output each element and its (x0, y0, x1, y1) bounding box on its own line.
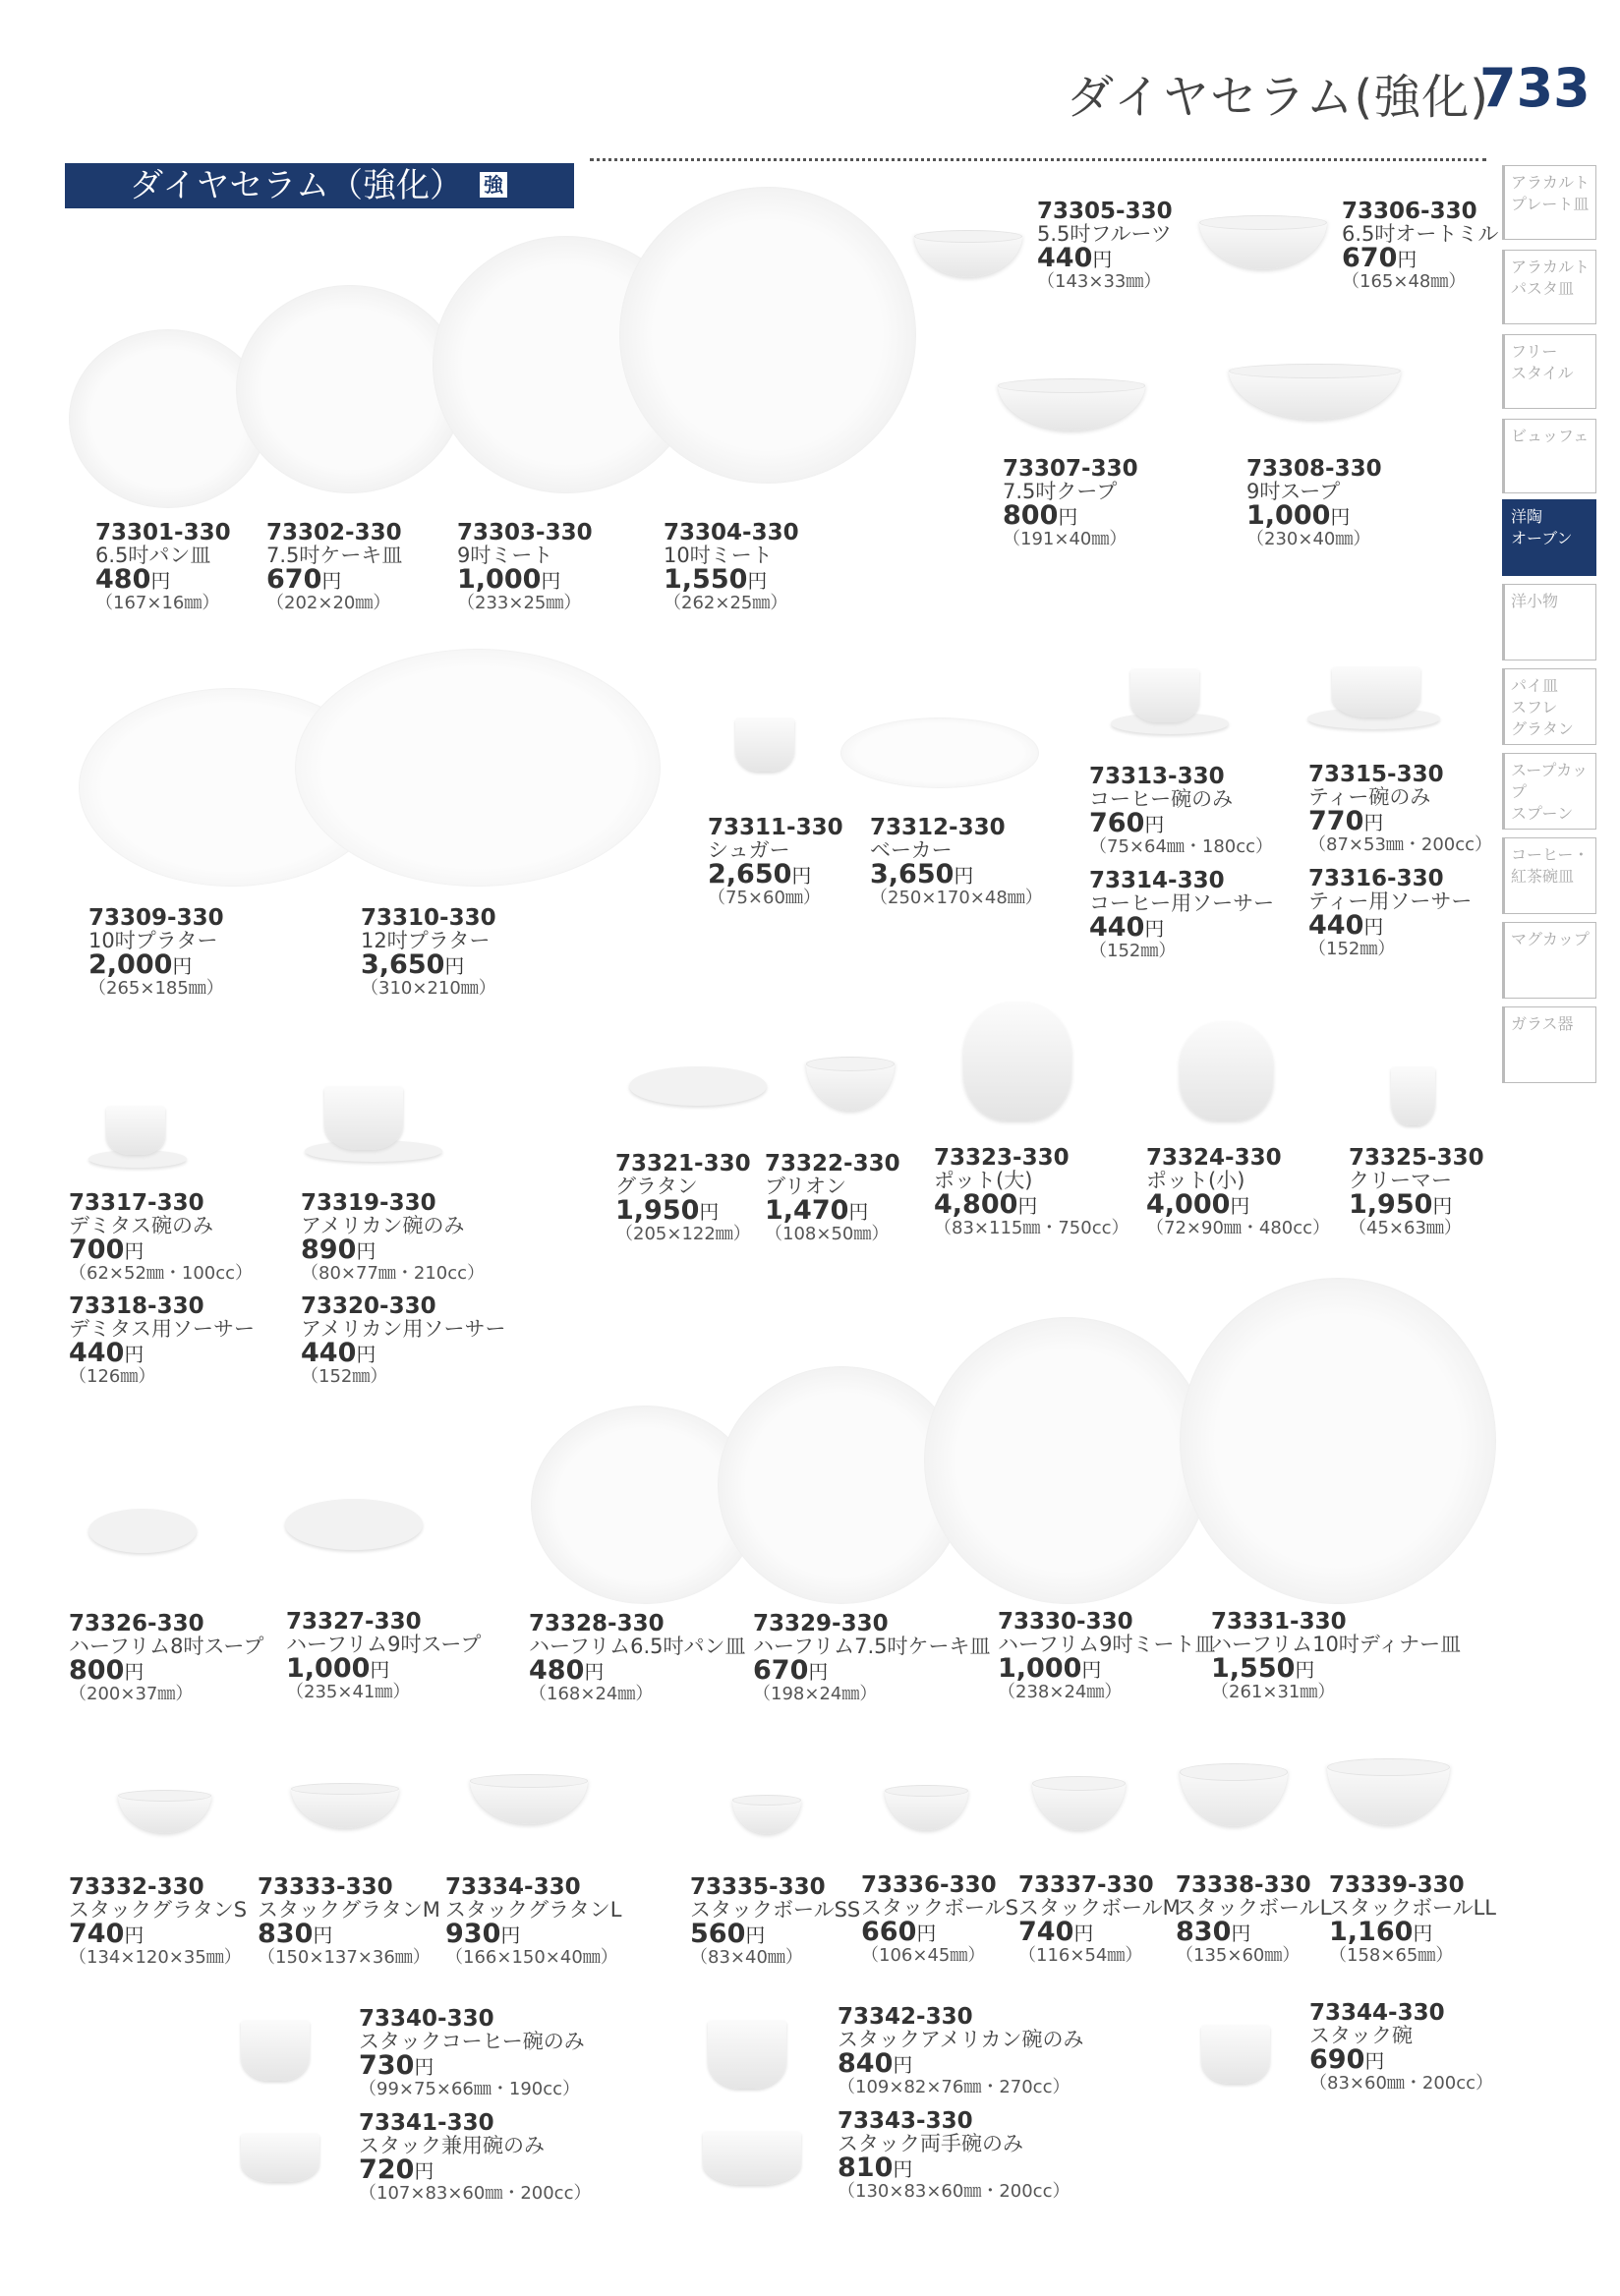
product-name: 6.5吋オートミル (1342, 222, 1499, 247)
product-code: 73332-330 (69, 1874, 204, 1900)
product-entry (69, 1294, 255, 1386)
product-entry (1308, 763, 1492, 854)
product-entry (359, 2111, 591, 2203)
dotted-rule (590, 158, 1486, 161)
product-entry (870, 816, 1043, 907)
product-entry (861, 1873, 1018, 1965)
product-size: （233×25㎜） (457, 592, 582, 613)
product-price: 1,000円 (1246, 500, 1351, 532)
product-entry (88, 906, 224, 998)
product-code: 73329-330 (753, 1611, 889, 1636)
product-entry (529, 1612, 746, 1703)
product-code: 73328-330 (529, 1611, 665, 1636)
cup-photo (1332, 666, 1420, 718)
sidebar-tab-buffet[interactable]: ビュッフェ (1502, 419, 1596, 493)
product-name: ハーフリム7.5吋ケーキ皿 (753, 1635, 991, 1659)
product-name: スタックボールS (861, 1896, 1018, 1921)
product-entry (664, 521, 799, 612)
product-code: 73320-330 (301, 1293, 436, 1319)
product-name: アメリカン碗のみ (301, 1214, 465, 1238)
product-size: （152㎜） (1089, 940, 1177, 961)
product-name: 10吋ミート (664, 544, 773, 568)
product-name: ハーフリム9吋スープ (286, 1633, 482, 1657)
product-price: 3,650円 (870, 859, 974, 890)
product-size: （45×63㎜） (1349, 1217, 1462, 1238)
plate-photo (69, 329, 267, 508)
cup-photo (106, 1106, 165, 1155)
product-name: スタックコーヒー碗のみ (359, 2030, 585, 2054)
product-name: ハーフリム8吋スープ (69, 1635, 264, 1659)
product-size: （83×40㎜） (690, 1946, 803, 1968)
product-size: （250×170×48㎜） (870, 887, 1043, 908)
product-price: 670円 (1342, 243, 1418, 274)
sidebar-tab-oven[interactable]: 洋陶 オーブン (1502, 499, 1596, 576)
sidebar-tab-glassware[interactable]: ガラス器 (1502, 1006, 1596, 1083)
product-entry (1018, 1873, 1181, 1965)
product-name: スタック兼用碗のみ (359, 2134, 545, 2158)
product-price: 1,000円 (457, 564, 561, 596)
product-price: 1,000円 (998, 1653, 1102, 1685)
product-price: 1,550円 (664, 564, 768, 596)
product-entry (95, 521, 231, 612)
product-price: 1,950円 (615, 1195, 720, 1227)
product-code: 73334-330 (445, 1874, 581, 1900)
bowl-photo (1229, 369, 1401, 420)
product-price: 4,800円 (934, 1189, 1038, 1221)
section-title: ダイヤセラム（強化） (130, 166, 463, 205)
product-code: 73335-330 (690, 1874, 826, 1900)
product-code: 73316-330 (1308, 866, 1444, 891)
product-entry (1146, 1146, 1330, 1237)
product-entry (1211, 1610, 1461, 1701)
product-entry (838, 2109, 1070, 2201)
product-price: 1,160円 (1329, 1917, 1433, 1948)
product-code: 73305-330 (1037, 199, 1173, 224)
product-name: ポット(小) (1146, 1169, 1245, 1193)
plate-photo (236, 285, 464, 493)
stack-bowl-photo (885, 1789, 968, 1830)
product-code: 73326-330 (69, 1611, 204, 1636)
product-code: 73338-330 (1176, 1872, 1311, 1898)
product-name: ベーカー (870, 838, 953, 863)
sidebar-tab-pie-souffle-gratin[interactable]: パイ皿 スフレ グラタン (1502, 668, 1596, 745)
product-size: （72×90㎜・480cc） (1146, 1217, 1331, 1238)
product-code: 73307-330 (1003, 456, 1138, 482)
product-size: （205×122㎜） (615, 1223, 751, 1244)
product-code: 73317-330 (69, 1190, 204, 1216)
product-price: 440円 (1308, 910, 1384, 942)
product-code: 73339-330 (1329, 1872, 1465, 1898)
stack-bowl-photo (1032, 1781, 1126, 1830)
product-name: スタックボールM (1018, 1896, 1181, 1921)
product-size: （109×82×76㎜・270cc） (838, 2076, 1070, 2097)
plate-photo (1180, 1278, 1496, 1604)
stack-cup-photo (1201, 2025, 1270, 2084)
product-code: 73318-330 (69, 1293, 204, 1319)
product-size: （158×65㎜） (1329, 1944, 1454, 1966)
product-code: 73321-330 (615, 1151, 751, 1177)
product-code: 73327-330 (286, 1609, 422, 1635)
product-name: ポット(大) (934, 1169, 1033, 1193)
product-code: 73313-330 (1089, 764, 1225, 789)
product-name: スタックグラタンS (69, 1898, 248, 1923)
product-size: （265×185㎜） (88, 977, 224, 999)
product-name: ハーフリム10吋ディナー皿 (1211, 1633, 1462, 1657)
product-code: 73330-330 (998, 1609, 1133, 1635)
product-code: 73304-330 (664, 520, 799, 545)
product-entry (690, 1875, 860, 1967)
product-code: 73337-330 (1018, 1872, 1154, 1898)
product-price: 4,000円 (1146, 1189, 1250, 1221)
product-price: 840円 (838, 2048, 913, 2080)
product-name: コーヒー用ソーサー (1089, 891, 1275, 916)
product-size: （75×64㎜・180cc） (1089, 835, 1274, 857)
product-price: 440円 (1089, 912, 1165, 944)
product-size: （135×60㎜） (1176, 1944, 1301, 1966)
product-price: 830円 (1176, 1917, 1251, 1948)
stack-gratin-photo (291, 1787, 399, 1828)
product-name: 7.5吋クープ (1003, 480, 1118, 504)
pot-large-photo (963, 1003, 1071, 1120)
product-entry (838, 2005, 1084, 2096)
product-name: クリーマー (1349, 1169, 1452, 1193)
product-entry (753, 1612, 991, 1703)
product-price: 700円 (69, 1234, 145, 1266)
stack-cup-photo (241, 2133, 319, 2182)
section-banner (65, 163, 574, 208)
product-code: 73333-330 (258, 1874, 393, 1900)
product-size: （235×41㎜） (286, 1681, 411, 1702)
product-entry (445, 1875, 622, 1967)
bowl-photo (914, 234, 1022, 277)
sidebar-tab-a-la-carte-plate[interactable]: アラカルト プレート皿 (1502, 165, 1596, 240)
product-name: 7.5吋ケーキ皿 (266, 544, 403, 568)
product-size: （261×31㎜） (1211, 1681, 1336, 1702)
product-price: 660円 (861, 1917, 937, 1948)
product-entry (1037, 200, 1173, 291)
page-title: ダイヤセラム(強化) (1067, 70, 1490, 125)
product-name: スタックグラタンL (445, 1898, 622, 1923)
product-name: デミタス用ソーサー (69, 1317, 255, 1342)
product-price: 800円 (69, 1655, 145, 1687)
product-entry (258, 1875, 440, 1967)
product-name: スタックアメリカン碗のみ (838, 2028, 1084, 2052)
product-size: （310×210㎜） (361, 977, 496, 999)
product-name: スタック碗 (1309, 2024, 1413, 2048)
plate-photo (924, 1317, 1211, 1604)
product-code: 73309-330 (88, 905, 224, 931)
product-entry (361, 906, 496, 998)
product-price: 800円 (1003, 500, 1078, 532)
product-entry (69, 1612, 263, 1703)
stack-cup-photo (708, 2020, 786, 2089)
product-price: 830円 (258, 1919, 333, 1950)
product-code: 73314-330 (1089, 868, 1225, 893)
sidebar-tab-mug[interactable]: マグカップ (1502, 922, 1596, 999)
product-price: 480円 (529, 1655, 605, 1687)
product-name: コーヒー碗のみ (1089, 787, 1234, 812)
product-price: 670円 (753, 1655, 829, 1687)
product-entry (286, 1610, 481, 1701)
product-entry (301, 1294, 506, 1386)
product-price: 770円 (1308, 806, 1384, 837)
product-entry (69, 1875, 247, 1967)
product-entry (69, 1191, 253, 1283)
product-name: ティー用ソーサー (1308, 890, 1473, 914)
product-entry (934, 1146, 1129, 1237)
stack-cup-photo (703, 2131, 801, 2185)
product-size: （200×37㎜） (69, 1683, 194, 1704)
product-code: 73325-330 (1349, 1145, 1484, 1171)
product-price: 730円 (359, 2050, 434, 2082)
stack-bowl-photo (1327, 1764, 1450, 1825)
product-entry (765, 1152, 900, 1243)
product-size: （116×54㎜） (1018, 1944, 1143, 1966)
product-name: 5.5吋フルーツ (1037, 222, 1172, 247)
product-price: 440円 (1037, 243, 1113, 274)
product-price: 690円 (1309, 2044, 1385, 2076)
product-size: （108×50㎜） (765, 1223, 890, 1244)
product-name: グラタン (615, 1175, 698, 1199)
product-name: 9吋スープ (1246, 480, 1341, 504)
product-name: スタック両手碗のみ (838, 2132, 1023, 2156)
product-code: 73331-330 (1211, 1609, 1347, 1635)
product-size: （83×115㎜・750cc） (934, 1217, 1129, 1238)
product-name: 9吋ミート (457, 544, 553, 568)
product-price: 890円 (301, 1234, 376, 1266)
product-name: スタックボールSS (690, 1898, 861, 1923)
product-entry (1349, 1146, 1484, 1237)
creamer-photo (1391, 1066, 1435, 1125)
product-size: （152㎜） (1308, 938, 1396, 959)
gratin-photo (629, 1066, 767, 1106)
product-name: アメリカン用ソーサー (301, 1317, 506, 1342)
bowl-photo (998, 383, 1145, 430)
product-size: （62×52㎜・100cc） (69, 1262, 254, 1284)
product-entry (998, 1610, 1215, 1701)
product-code: 73315-330 (1308, 762, 1444, 787)
product-entry (301, 1191, 485, 1283)
product-entry (1089, 869, 1274, 960)
product-price: 440円 (301, 1338, 376, 1369)
product-name: スタックボールL (1176, 1896, 1332, 1921)
cup-photo (324, 1086, 403, 1150)
product-code: 73322-330 (765, 1151, 900, 1177)
sidebar-tab-accessories[interactable]: 洋小物 (1502, 584, 1596, 660)
product-size: （87×53㎜・200cc） (1308, 833, 1493, 855)
product-code: 73319-330 (301, 1190, 436, 1216)
product-price: 2,650円 (708, 859, 812, 890)
sugar-pot-photo (735, 718, 794, 772)
product-size: （202×20㎜） (266, 592, 391, 613)
product-name: ハーフリム6.5吋パン皿 (529, 1635, 746, 1659)
product-entry (1089, 765, 1273, 856)
product-size: （99×75×66㎜・190cc） (359, 2078, 581, 2099)
product-name: 10吋プラター (88, 929, 218, 953)
product-code: 73302-330 (266, 520, 402, 545)
stack-gratin-photo (118, 1794, 211, 1833)
product-size: （126㎜） (69, 1365, 156, 1387)
product-price: 740円 (1018, 1917, 1094, 1948)
platter-photo (295, 649, 661, 887)
baker-photo (840, 718, 1039, 788)
product-code: 73342-330 (838, 2004, 973, 2030)
rim-soup-photo (285, 1499, 423, 1550)
product-code: 73311-330 (708, 815, 843, 840)
product-size: （262×25㎜） (664, 592, 788, 613)
stack-bowl-photo (732, 1799, 801, 1834)
product-size: （107×83×60㎜・200cc） (359, 2182, 592, 2204)
product-size: （130×83×60㎜・200cc） (838, 2180, 1070, 2202)
product-name: ブリオン (765, 1175, 846, 1199)
product-price: 1,950円 (1349, 1189, 1453, 1221)
product-price: 810円 (838, 2152, 913, 2184)
product-price: 560円 (690, 1919, 766, 1950)
product-price: 1,550円 (1211, 1653, 1315, 1685)
product-price: 720円 (359, 2154, 434, 2186)
product-name: スタックボールLL (1329, 1896, 1496, 1921)
stack-cup-photo (241, 2020, 310, 2081)
product-size: （75×60㎜） (708, 887, 821, 908)
sidebar-tab-coffee-tea[interactable]: コーヒー・ 紅茶碗皿 (1502, 837, 1596, 914)
product-entry (615, 1152, 751, 1243)
product-size: （152㎜） (301, 1365, 388, 1387)
product-entry (1309, 2001, 1493, 2093)
product-code: 73341-330 (359, 2110, 494, 2136)
product-size: （166×150×40㎜） (445, 1946, 618, 1968)
product-code: 73323-330 (934, 1145, 1070, 1171)
product-code: 73344-330 (1309, 2000, 1445, 2026)
product-size: （230×40㎜） (1246, 528, 1371, 549)
product-price: 760円 (1089, 808, 1165, 839)
product-code: 73308-330 (1246, 456, 1382, 482)
product-entry (1246, 457, 1382, 548)
product-code: 73306-330 (1342, 199, 1477, 224)
product-size: （168×24㎜） (529, 1683, 654, 1704)
product-price: 740円 (69, 1919, 145, 1950)
sidebar-tab-free-style[interactable]: フリー スタイル (1502, 334, 1596, 409)
product-entry (457, 521, 593, 612)
product-name: ティー碗のみ (1308, 785, 1431, 810)
product-size: （165×48㎜） (1342, 270, 1467, 292)
product-size: （106×45㎜） (861, 1944, 986, 1966)
plate-photo (619, 187, 916, 484)
product-code: 73324-330 (1146, 1145, 1282, 1171)
product-size: （134×120×35㎜） (69, 1946, 242, 1968)
product-price: 480円 (95, 564, 171, 596)
product-name: 12吋プラター (361, 929, 491, 953)
bowl-photo (1199, 220, 1327, 269)
cup-photo (1130, 668, 1199, 722)
product-code: 73336-330 (861, 1872, 997, 1898)
product-entry (1329, 1873, 1496, 1965)
page-number: 733 (1479, 57, 1591, 119)
product-size: （80×77㎜・210cc） (301, 1262, 486, 1284)
product-entry (266, 521, 402, 612)
product-price: 930円 (445, 1919, 521, 1950)
stack-bowl-photo (1180, 1769, 1288, 1826)
product-price: 2,000円 (88, 949, 193, 981)
product-price: 670円 (266, 564, 342, 596)
product-name: ハーフリム9吋ミート皿 (998, 1633, 1216, 1657)
product-code: 73343-330 (838, 2108, 973, 2134)
product-code: 73301-330 (95, 520, 231, 545)
product-name: スタックグラタンM (258, 1898, 440, 1923)
rim-soup-photo (88, 1509, 197, 1553)
product-entry (708, 816, 843, 907)
product-code: 73340-330 (359, 2006, 494, 2032)
product-entry (1308, 867, 1472, 958)
pot-small-photo (1180, 1022, 1273, 1120)
product-size: （83×60㎜・200cc） (1309, 2072, 1494, 2094)
product-code: 73312-330 (870, 815, 1006, 840)
product-name: デミタス碗のみ (69, 1214, 213, 1238)
product-price: 440円 (69, 1338, 145, 1369)
stack-gratin-photo (470, 1779, 588, 1824)
product-size: （150×137×36㎜） (258, 1946, 431, 1968)
product-entry (1342, 200, 1498, 291)
product-size: （167×16㎜） (95, 592, 220, 613)
product-size: （238×24㎜） (998, 1681, 1123, 1702)
product-price: 3,650円 (361, 949, 465, 981)
product-entry (1176, 1873, 1331, 1965)
product-size: （198×24㎜） (753, 1683, 878, 1704)
product-size: （143×33㎜） (1037, 270, 1162, 292)
sidebar-tab-soup-cup[interactable]: スープカップ スプーン (1502, 753, 1596, 830)
sidebar-tab-a-la-carte-pasta[interactable]: アラカルト パスタ皿 (1502, 250, 1596, 324)
product-entry (359, 2007, 585, 2098)
product-name: シュガー (708, 838, 790, 863)
product-code: 73310-330 (361, 905, 496, 931)
product-name: 6.5吋パン皿 (95, 544, 211, 568)
bouillon-photo (806, 1062, 895, 1111)
product-size: （191×40㎜） (1003, 528, 1128, 549)
product-price: 1,000円 (286, 1653, 390, 1685)
product-entry (1003, 457, 1138, 548)
section-badge: 強 (480, 172, 507, 198)
product-code: 73303-330 (457, 520, 593, 545)
product-price: 1,470円 (765, 1195, 869, 1227)
